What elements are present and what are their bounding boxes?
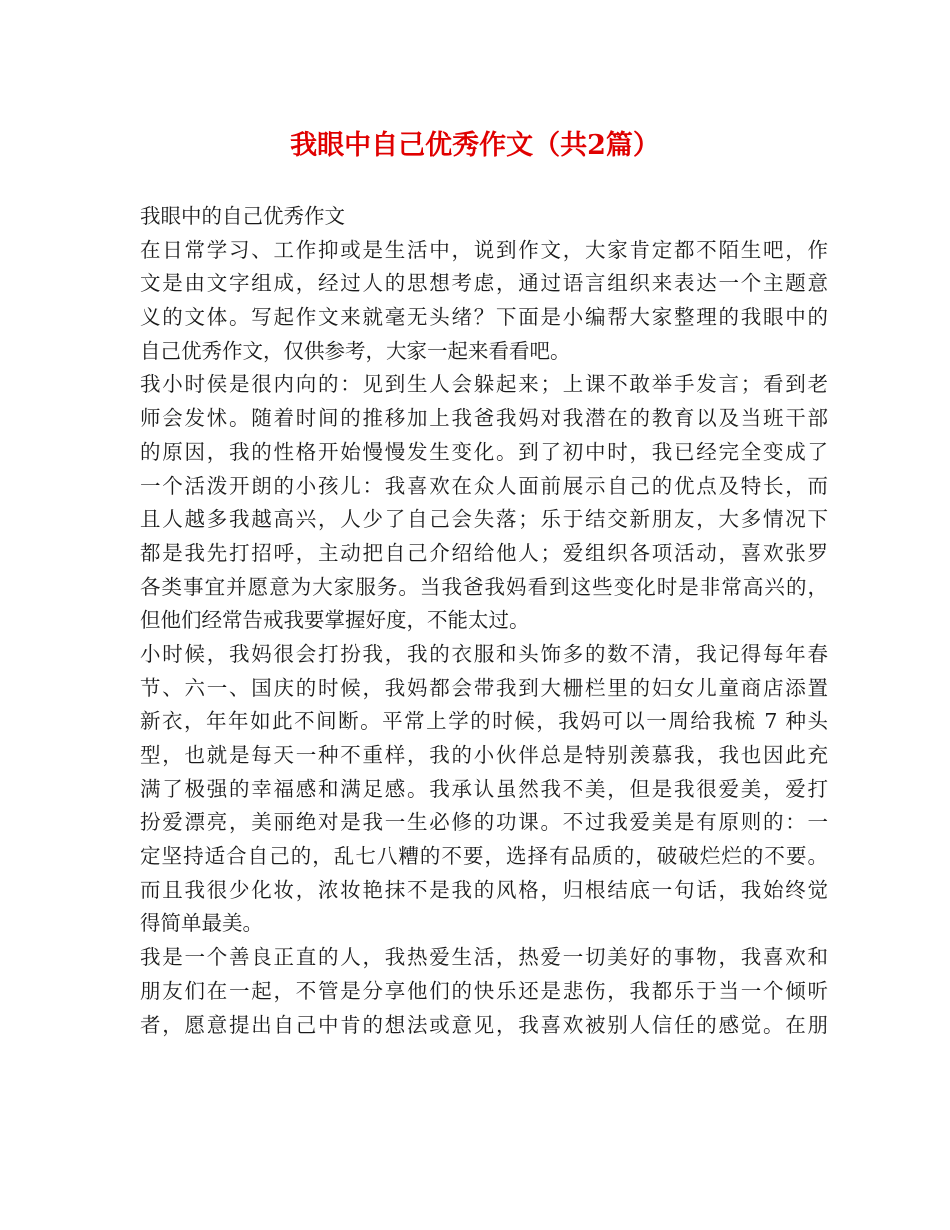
text-line: 而且我很少化妆，浓妆艳抹不是我的风格，归根结底一句话，我始终觉 [140,877,828,902]
text-line: 朋友们在一起，不管是分享他们的快乐还是悲伤，我都乐于当一个倾听 [140,978,828,1003]
text-line: 且人越多我越高兴，人少了自己会失落；乐于结交新朋友，大多情况下 [140,507,828,532]
text-line: 文是由文字组成，经过人的思想考虑，通过语言组织来表达一个主题意 [140,271,828,296]
document-body [140,200,828,1042]
text-line: 师会发怵。随着时间的推移加上我爸我妈对我潜在的教育以及当班干部 [140,406,828,431]
text-line: 一个活泼开朗的小孩儿：我喜欢在众人面前展示自己的优点及特长，而 [140,473,828,498]
text-line: 定坚持适合自己的，乱七八糟的不要，选择有品质的，破破烂烂的不要。 [140,844,828,869]
paragraph-1 [140,234,828,369]
text-line: 都是我先打招呼，主动把自己介绍给他人；爱组织各项活动，喜欢张罗 [140,540,828,565]
text-line: 但他们经常告戒我要掌握好度，不能太过。 [140,608,530,633]
text-line: 义的文体。写起作文来就毫无头绪？下面是小编帮大家整理的我眼中的 [140,305,828,330]
subtitle-line: 我眼中的自己优秀作文 [140,204,345,228]
text-line: 扮爱漂亮，美丽绝对是我一生必修的功课。不过我爱美是有原则的：一 [140,810,828,835]
paragraph-2 [140,368,828,638]
text-line: 型，也就是每天一种不重样，我的小伙伴总是特别羡慕我，我也因此充 [140,743,828,767]
text-line: 小时候，我妈很会打扮我，我的衣服和头饰多的数不清，我记得每年春 [140,641,828,666]
text-line: 新衣，年年如此不间断。平常上学的时候，我妈可以一周给我梳 7 种头 [140,709,828,734]
text-line: 在日常学习、工作抑或是生活中，说到作文，大家肯定都不陌生吧，作 [140,237,828,262]
text-line: 节、六一、国庆的时候，我妈都会带我到大栅栏里的妇女儿童商店添置 [140,675,828,700]
text-line: 者，愿意提出自己中肯的想法或意见，我喜欢被别人信任的感觉。在朋 [140,1012,828,1037]
text-line: 各类事宜并愿意为大家服务。当我爸我妈看到这些变化时是非常高兴的， [140,574,828,599]
text-line: 自己优秀作文，仅供参考，大家一起来看看吧。 [140,338,571,363]
paragraph-4 [140,941,828,1042]
text-line: 的原因，我的性格开始慢慢发生变化。到了初中时，我已经完全变成了 [140,439,828,464]
text-line: 得简单最美。 [140,911,263,936]
text-line: 满了极强的幸福感和满足感。我承认虽然我不美，但是我很爱美，爱打 [140,776,828,801]
document-title: 我眼中自己优秀作文（共2篇） [290,130,660,161]
paragraph-3 [140,638,828,941]
text-line: 我小时侯是很内向的：见到生人会躲起来；上课不敢举手发言；看到老 [140,372,828,397]
text-line: 我是一个善良正直的人，我热爱生活，热爱一切美好的事物，我喜欢和 [140,945,828,970]
